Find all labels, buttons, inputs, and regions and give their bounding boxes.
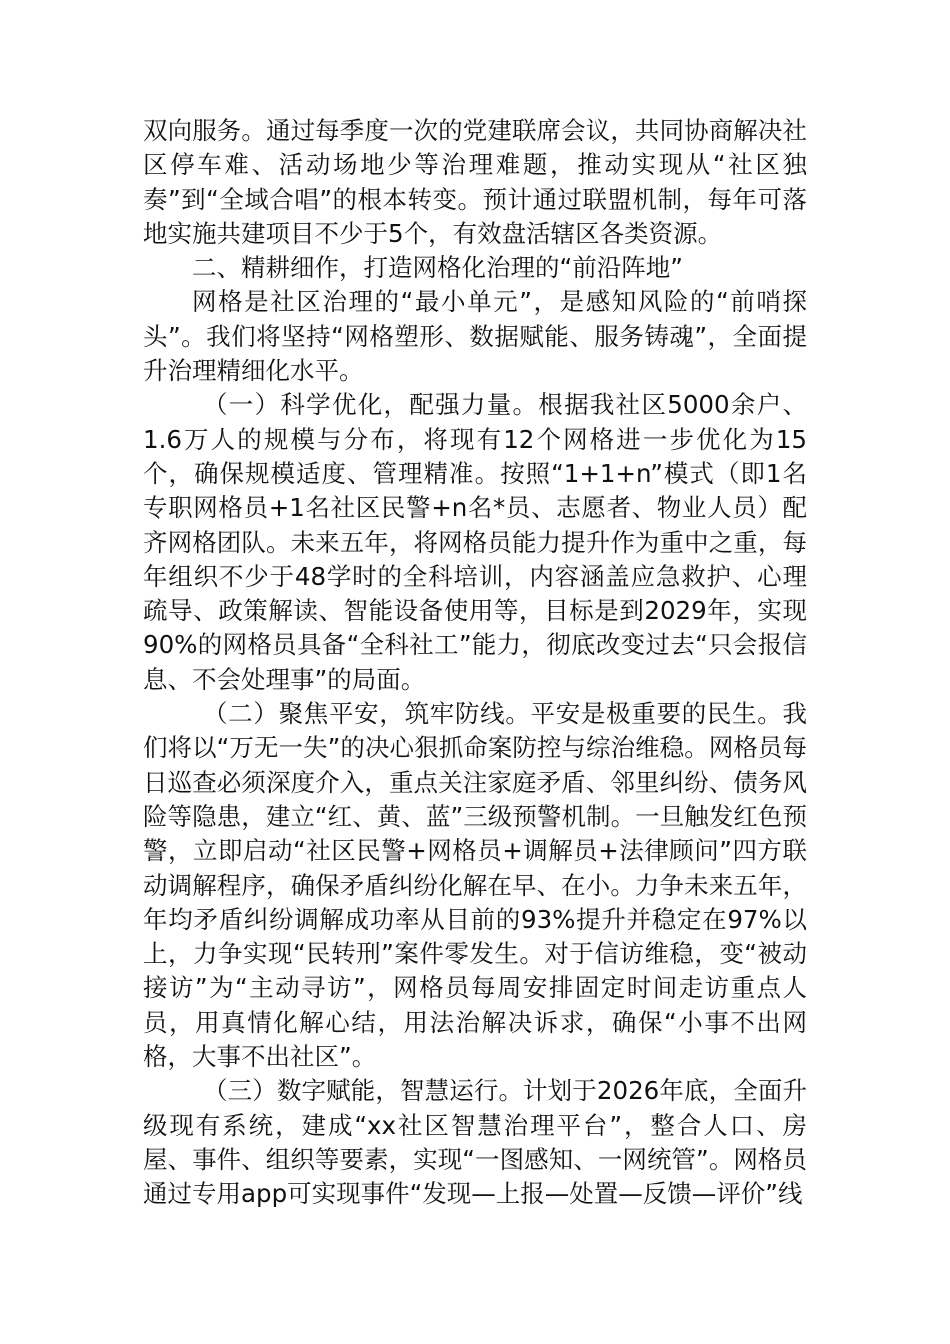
paragraph-item-1: （一）科学优化，配强力量。根据我社区5000余户、1.6万人的规模与分布，将现有12个网格进一步优化为15个，确保规模适度、管理精准。按照“1+1+n”模式（即1名专职网格员+1名社区民警+n名*员、志愿者、物业人员）配齐网格团队。未来五年，将网格员能力提升作为重中之重，每年组织不少于48学时的全科培训，内容涵盖应急救护、心理疏导、政策解读、智能设备使用等，目标是到2029年，实现90%的网格员具备“全科社工”能力，彻底改变过去“只会报信息、不会处理事”的局面。 [143, 390, 807, 694]
document-body [143, 114, 807, 1212]
paragraph-intro: 网格是社区治理的“最小单元”，是感知风险的“前哨探头”。我们将坚持“网格塑形、数据赋能、服务铸魂”，全面提升治理精细化水平。 [143, 287, 807, 386]
paragraph-item-3: （三）数字赋能，智慧运行。计划于2026年底，全面升级现有系统，建成“xx社区智慧治理平台”，整合人口、房屋、事件、组织等要素，实现“一图感知、一网统管”。网格员通过专用app可实现事件“发现—上报—处置—反馈—评价”线 [143, 1076, 807, 1209]
paragraph-continuation: 双向服务。通过每季度一次的党建联席会议，共同协商解决社区停车难、活动场地少等治理难题，推动实现从“社区独奏”到“全域合唱”的根本转变。预计通过联盟机制，每年可落地实施共建项目不少于5个，有效盘活辖区各类资源。 [143, 116, 807, 248]
paragraph-item-2: （二）聚焦平安，筑牢防线。平安是极重要的民生。我们将以“万无一失”的决心狠抓命案防控与综治维稳。网格员每日巡查必须深度介入，重点关注家庭矛盾、邻里纠纷、债务风险等隐患，建立“红、黄、蓝”三级预警机制。一旦触发红色预警，立即启动“社区民警+网格员+调解员+法律顾问”四方联动调解程序，确保矛盾纠纷化解在早、在小。力争未来五年，年均矛盾纠纷调解成功率从目前的93%提升并稳定在97%以上，力争实现“民转刑”案件零发生。对于信访维稳，变“被动接访”为“主动寻访”，网格员每周安排固定时间走访重点人员，用真情化解心结，用法治解决诉求，确保“小事不出网格，大事不出社区”。 [143, 699, 807, 1072]
section-heading: 二、精耕细作，打造网格化治理的“前沿阵地” [192, 253, 683, 283]
